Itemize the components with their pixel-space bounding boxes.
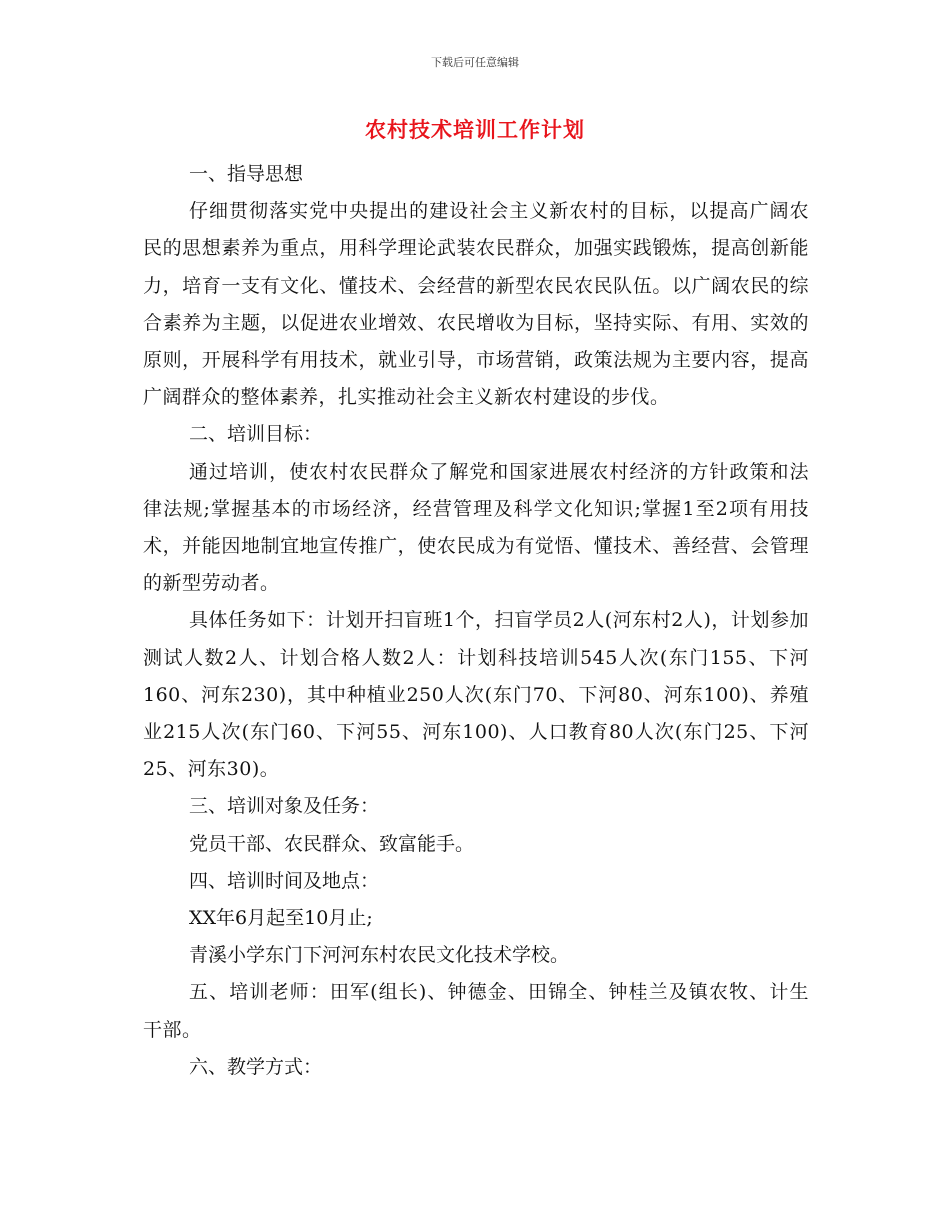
paragraph-training-teachers: 五、培训老师：田军(组长)、钟德金、田锦全、钟桂兰及镇农牧、计生干部。: [143, 981, 809, 1041]
paragraph-training-goals: 通过培训，使农村农民群众了解党和国家进展农村经济的方针政策和法律法规;掌握基本的市场经济，经营管理及科学文化知识;掌握1至2项有用技术，并能因地制宜地宣传推广，使农民成为有觉悟、懂技术、善经营、会管理的新型劳动者。: [143, 460, 809, 595]
section-heading-guiding-ideology: 一、指导思想: [189, 163, 304, 185]
document-body: [143, 156, 809, 1086]
paragraph-specific-tasks: 具体任务如下：计划开扫盲班1个，扫盲学员2人(河东村2人)，计划参加测试人数2人、计划合格人数2人：计划科技培训545人次(东门155、下河160、河东230)，其中种植业250人次(东门70、下河80、河东100)、养殖业215人次(东门60、下河55、河东100)、人口教育80人次(东门25、下河25、河东30)。: [143, 609, 809, 781]
document-title: 农村技术培训工作计划: [365, 118, 585, 142]
paragraph-training-targets: 党员干部、农民群众、致富能手。: [189, 832, 475, 855]
section-heading-training-goals: 二、培训目标：: [189, 423, 323, 446]
paragraph-training-time: XX年6月起至10月止;: [189, 907, 373, 930]
section-heading-training-targets: 三、培训对象及任务：: [189, 795, 380, 818]
paragraph-training-location: 青溪小学东门下河河东村农民文化技术学校。: [189, 944, 570, 967]
section-heading-time-location: 四、培训时间及地点：: [189, 869, 380, 892]
page-header: 下载后可任意编辑: [431, 56, 519, 69]
section-heading-teaching-methods: 六、教学方式：: [189, 1055, 323, 1078]
paragraph-guiding-ideology: 仔细贯彻落实党中央提出的建设社会主义新农村的目标，以提高广阔农民的思想素养为重点，用科学理论武装农民群众，加强实践锻炼，提高创新能力，培育一支有文化、懂技术、会经营的新型农民农民队伍。以广阔农民的综合素养为主题，以促进农业增效、农民增收为目标，坚持实际、有用、实效的原则，开展科学有用技术，就业引导，市场营销，政策法规为主要内容，提高广阔群众的整体素养，扎实推动社会主义新农村建设的步伐。: [143, 200, 809, 409]
